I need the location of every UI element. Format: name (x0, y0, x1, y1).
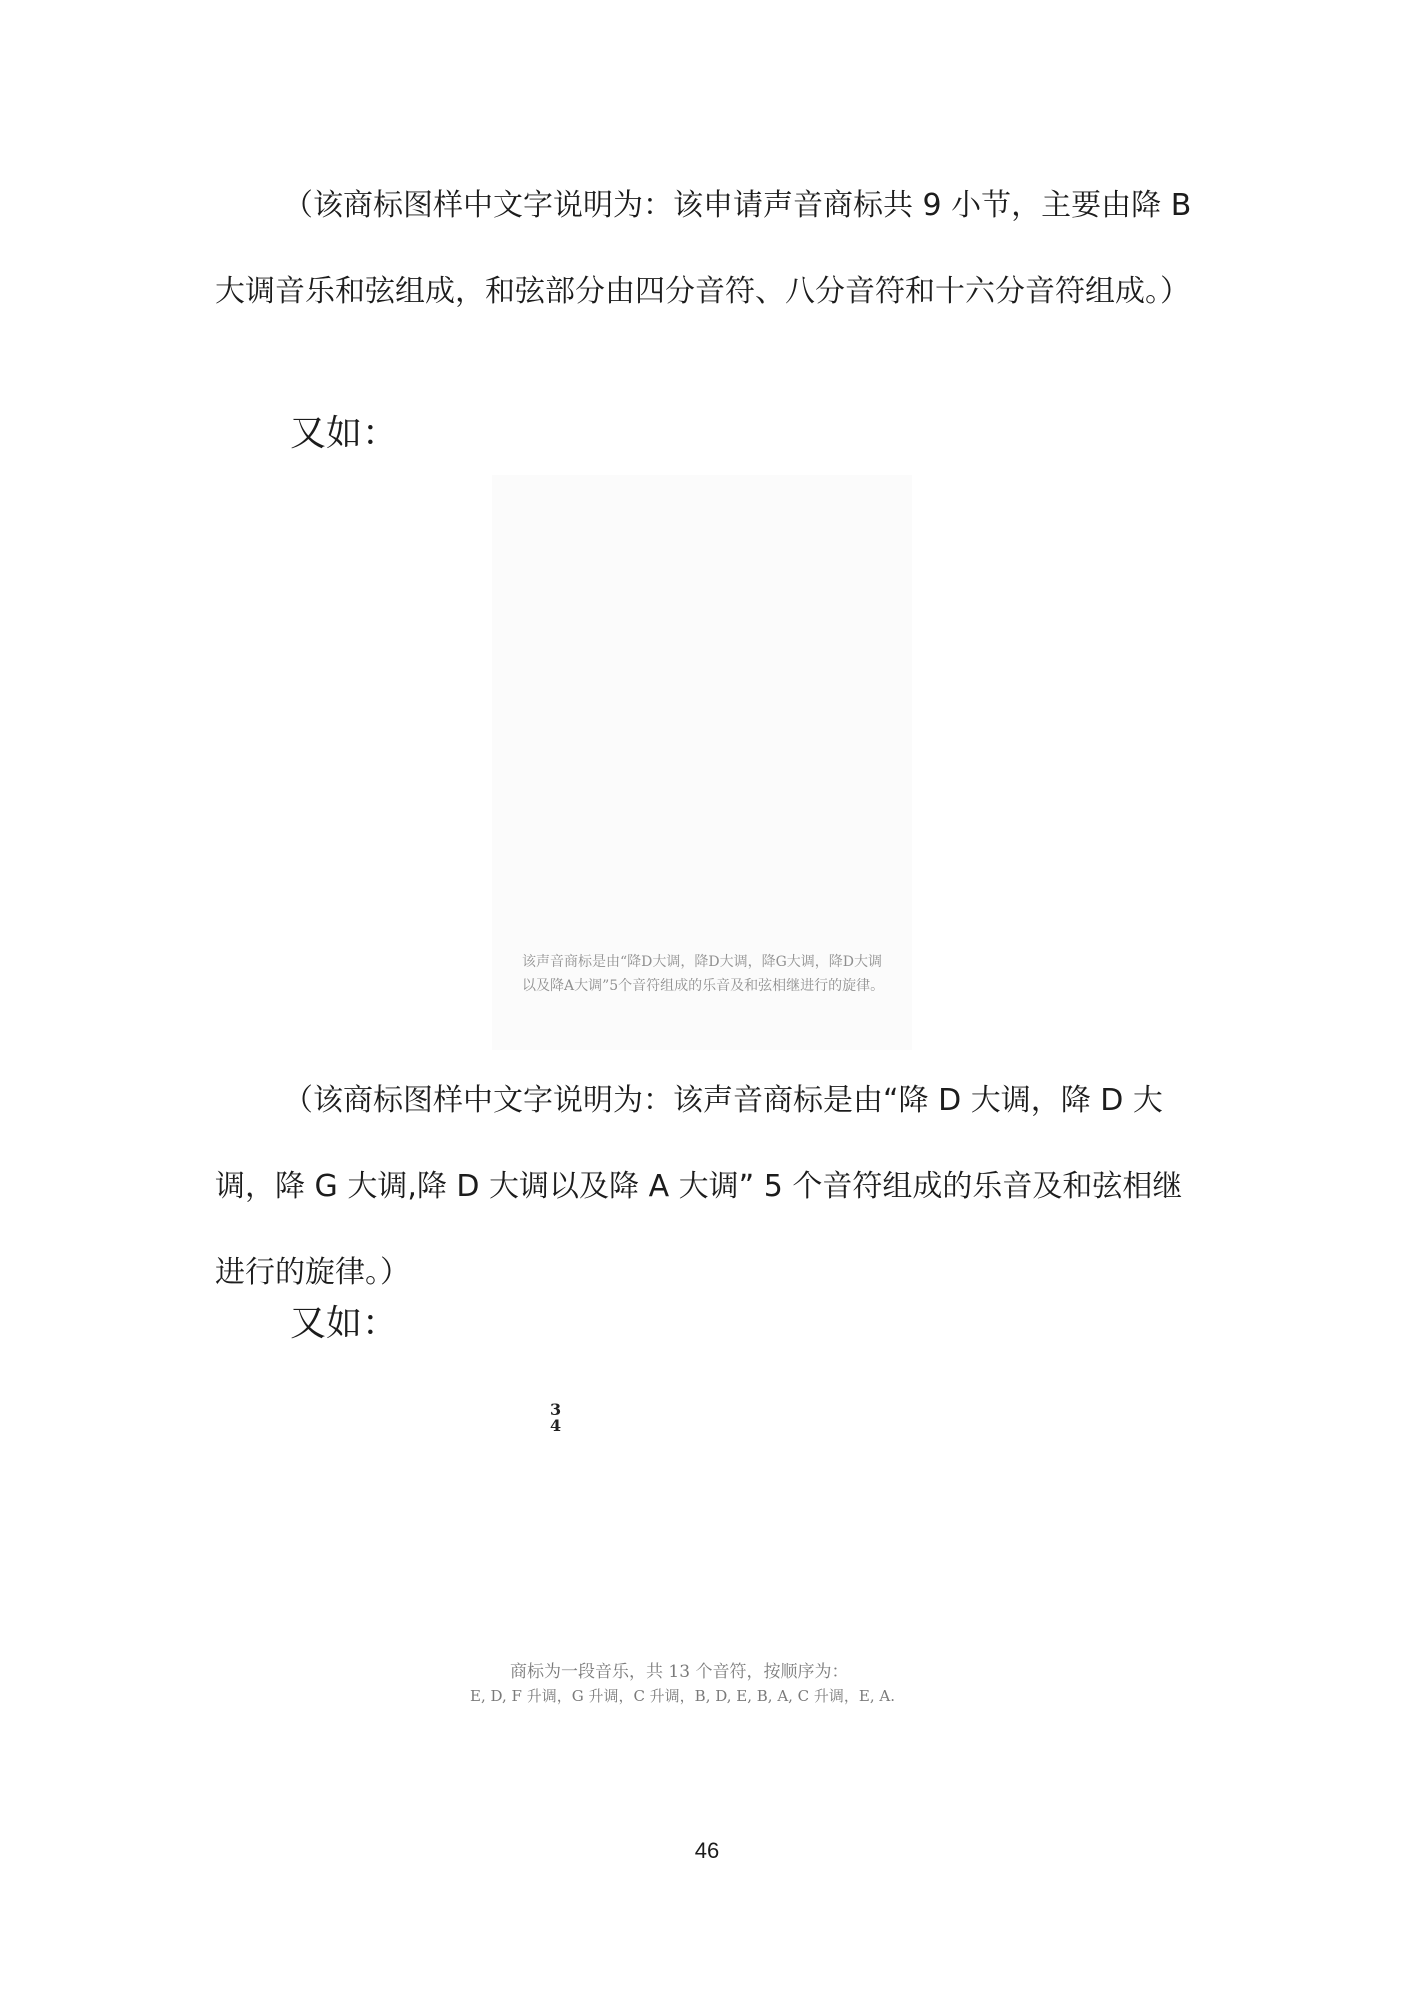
melody-score-image (465, 1375, 945, 1645)
score-figure-2-caption-line1: 商标为一段音乐，共 13 个音符，按顺序为： (510, 1662, 849, 1682)
time-signature-bottom: 4 (550, 1416, 562, 1435)
score-figure-2 (465, 1375, 945, 1715)
orchestral-score-image (492, 475, 912, 945)
heading-1: 又如： (290, 413, 399, 454)
paragraph-2-text: （该商标图样中文字说明为：该声音商标是由“降 D 大调，降 D 大调，降 G 大调,降 D 大调以及降 A 大调” 5 个音符组成的乐音及和弦相继进行的旋律。） (215, 1083, 1183, 1290)
score-figure-2-caption-line2: E, D, F 升调，G 升调，C 升调，B, D, E, B, A, C 升调，E, A. (470, 1687, 896, 1705)
score-figure-1-caption: 该声音商标是由“降D大调，降D大调，降G大调，降D大调以及降A大调”5个音符组成的乐音及和弦相继进行的旋律。 (522, 954, 885, 994)
time-signature-top: 3 (550, 1400, 562, 1419)
paragraph-2 (215, 1058, 1200, 1316)
page-number: 46 (694, 1838, 720, 1863)
score-figure-1 (492, 475, 912, 1050)
paragraph-1-text: （该商标图样中文字说明为：该申请声音商标共 9 小节，主要由降 B 大调音乐和弦组成，和弦部分由四分音符、八分音符和十六分音符组成。） (215, 188, 1192, 309)
heading-2: 又如： (290, 1303, 399, 1344)
paragraph-1 (215, 163, 1200, 335)
